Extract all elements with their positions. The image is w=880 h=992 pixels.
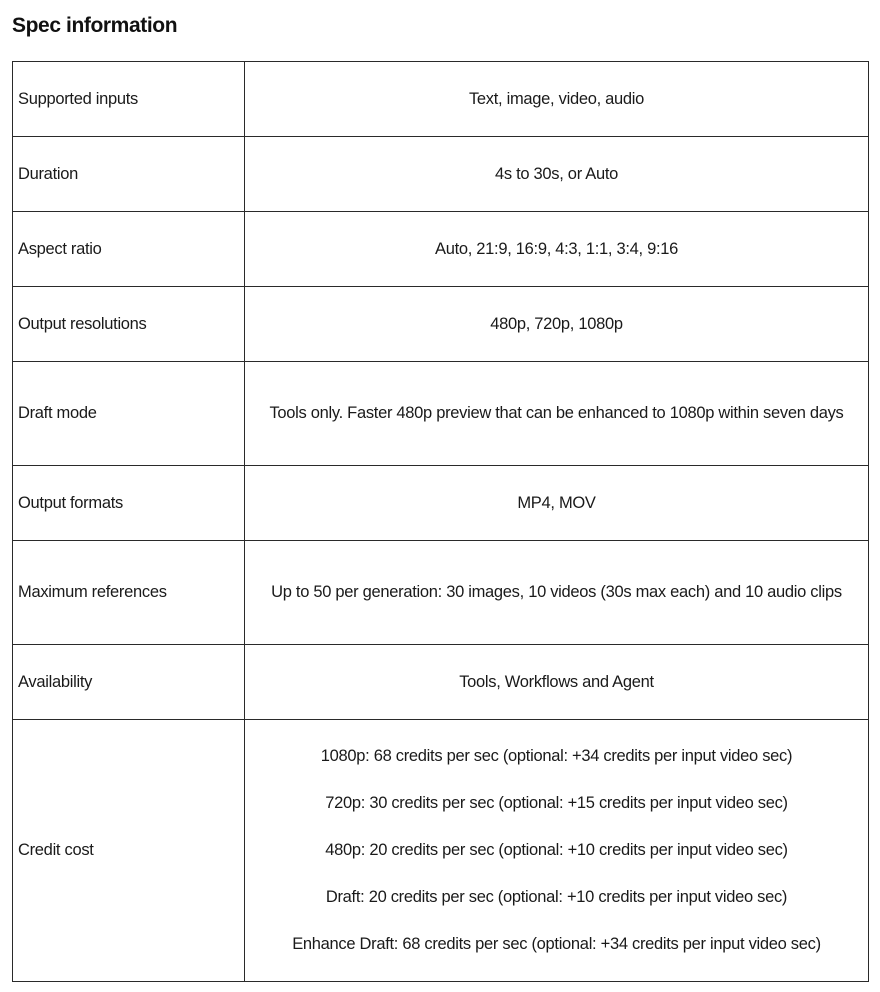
row-value: 4s to 30s, or Auto <box>245 137 869 212</box>
table-row <box>13 541 869 645</box>
row-value: Tools, Workflows and Agent <box>245 645 869 720</box>
credit-line: 720p: 30 credits per sec (optional: +15 credits per input video sec) <box>325 794 788 812</box>
credit-cost-list <box>245 720 869 982</box>
row-label: Duration <box>13 137 245 212</box>
row-label: Availability <box>13 645 245 720</box>
row-label: Supported inputs <box>13 62 245 137</box>
row-label: Aspect ratio <box>13 212 245 287</box>
credit-line: 1080p: 68 credits per sec (optional: +34 credits per input video sec) <box>320 747 793 765</box>
spec-table <box>12 61 869 982</box>
page-title: Spec information <box>12 14 178 37</box>
table-row <box>13 645 869 720</box>
credit-line: 480p: 20 credits per sec (optional: +10 credits per input video sec) <box>325 841 788 859</box>
table-row <box>13 62 869 137</box>
row-value: 480p, 720p, 1080p <box>245 287 869 362</box>
row-label: Credit cost <box>13 720 245 982</box>
row-value: Auto, 21:9, 16:9, 4:3, 1:1, 3:4, 9:16 <box>245 212 869 287</box>
row-value: Tools only. Faster 480p preview that can be enhanced to 1080p within seven days <box>245 362 869 466</box>
row-label: Output resolutions <box>13 287 245 362</box>
row-label: Output formats <box>13 466 245 541</box>
row-value: Up to 50 per generation: 30 images, 10 videos (30s max each) and 10 audio clips <box>245 541 869 645</box>
row-label: Draft mode <box>13 362 245 466</box>
table-row <box>13 212 869 287</box>
table-row-credit-cost <box>13 720 869 982</box>
row-value: MP4, MOV <box>245 466 869 541</box>
credit-line: Enhance Draft: 68 credits per sec (optional: +34 credits per input video sec) <box>292 935 821 953</box>
table-row <box>13 287 869 362</box>
table-row <box>13 137 869 212</box>
table-row <box>13 362 869 466</box>
row-label: Maximum references <box>13 541 245 645</box>
credit-line: Draft: 20 credits per sec (optional: +10 credits per input video sec) <box>325 888 788 906</box>
table-row <box>13 466 869 541</box>
row-value: Text, image, video, audio <box>245 62 869 137</box>
